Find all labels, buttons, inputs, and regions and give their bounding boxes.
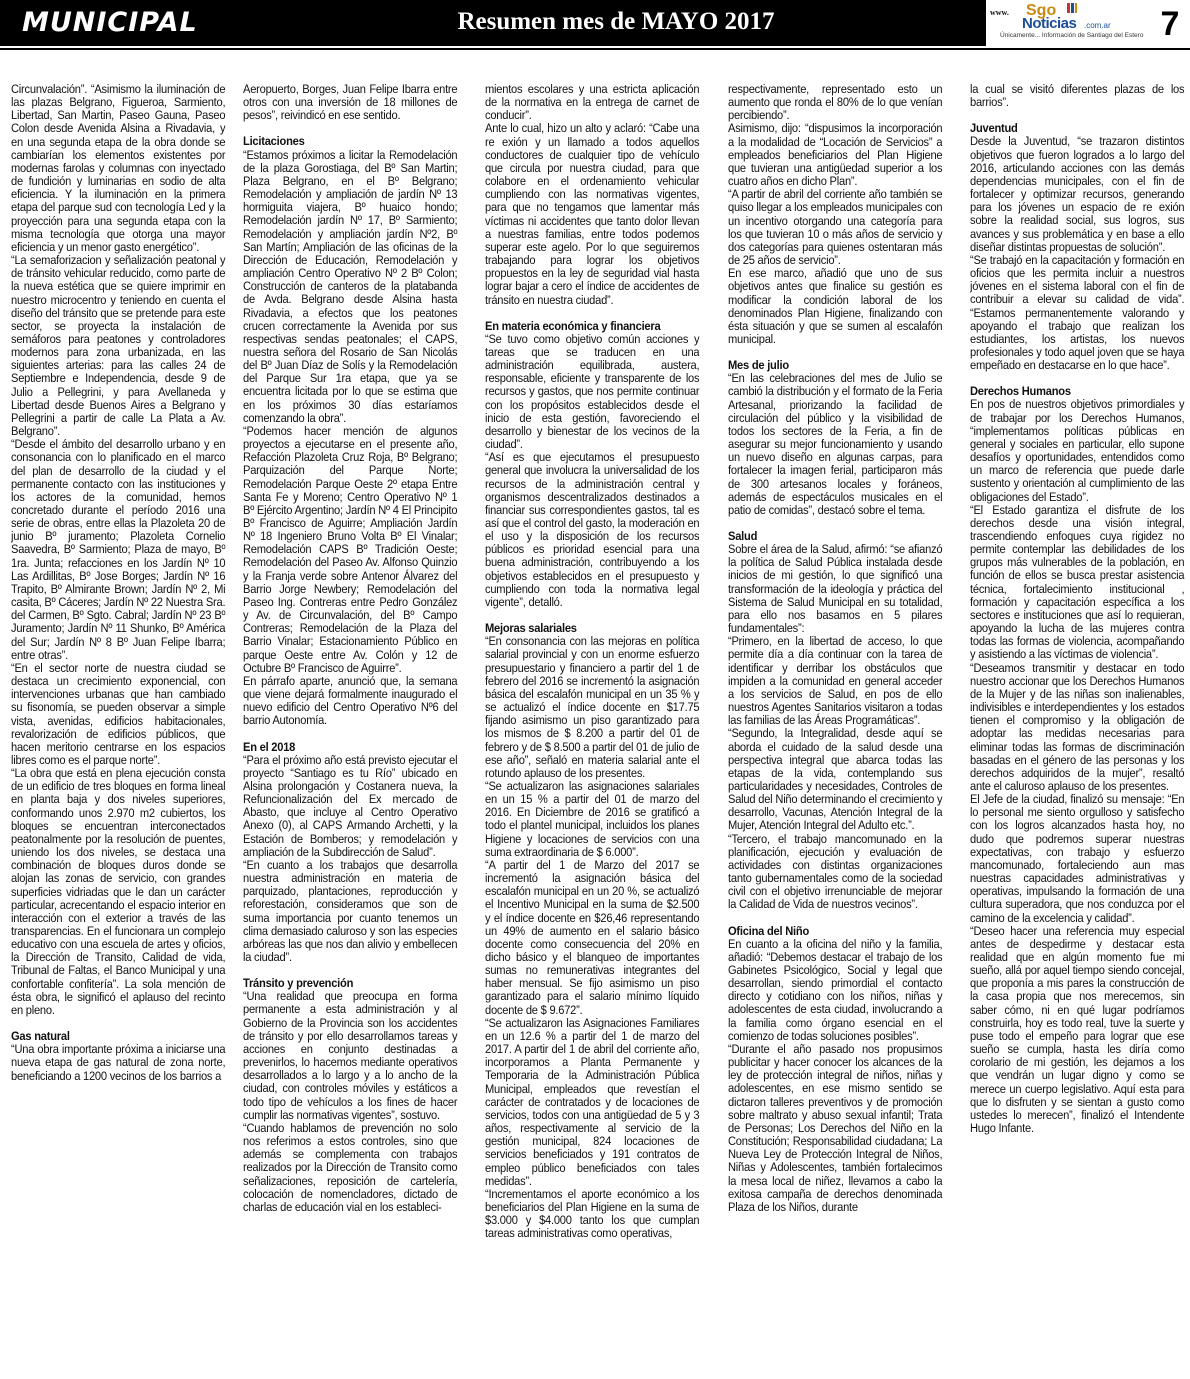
paragraph: “Primero, en la libertad de acceso, lo que permite día a día continuar con la tarea de identificar y derribar los obstáculos que impiden a la comunidad en general acceder a los servicios de Salud, en pos de ello nuestros Agentes Sanitarios visitaron a todas las familias de las Áreas Programáticas”. — [728, 634, 943, 728]
paragraph: “Una realidad que preocupa en forma permanente a esta administración y al Gobierno de la Provincia son los accidentes de tránsito y por ello desarrollamos tareas y acciones en conjunto destinadas a prevenirlos, lo hacemos mediante operativos desarrollados a lo largo y a lo ancho de la ciudad, con controles móviles y estáticos a todo tipo de vehículos a los fines de hacer cumplir las normativas vigentes”, sostuvo. — [243, 989, 458, 1122]
paragraph: “En consonancia con las mejoras en política salarial provincial y con un enorme esfuerzo presupuestario y financiero a partir del 1 de febrero del 2016 se incrementó la asignación básica del escalafón municipal en un 35 % y se actualizó el índice docente en $17.75 fijando asimismo un piso garantizado para los mismos de $ 8.200 a partir del 01 de febrero y de $ 8.500 a partir del 01 de julio de ese año”, señaló en materia salarial ante el rotundo aplauso de los presentes. — [485, 634, 700, 780]
paragraph: “Deseamos transmitir y destacar en todo nuestro accionar que los Derechos Humanos de la Mujer y de las niñas son inalienables, indivisibles e interdependientes y los estados tienen el compromiso y la obligación de adoptar las medidas necesarias para eliminar todas las formas de discriminación basadas en el género de las personas y los derechos adquiridos de la mujer”, resaltó ante el caluroso aplauso de los presentes. — [970, 660, 1185, 793]
paragraph: “Una obra importante próxima a iniciarse una nueva etapa de gas natural de zona norte, beneficiando a 1200 vecinos de los barrios a — [11, 1042, 226, 1083]
paragraph: “Se actualizaron las Asignaciones Familiares en un 12.6 % a partir del 1 de marzo del 2017. A partir del 1 de abril del corriente año, incorporamos a Planta Permanente y Temporaria de la Administración Pública Municipal, empleados que revestían el carácter de contratados y de locaciones de servicios, todos con una antigüedad de 5 y 3 años, respectivamente al servicio de la gestión municipal, 824 locaciones de servicios beneficiados y 191 contratos de empleo público beneficiados con tales medidas”. — [485, 1015, 700, 1188]
paragraph: “A partir de abril del corriente año también se quiso llegar a los empleados municipales con un incentivo otorgando una categoría para los que tuvieran 10 o más años de servicio y dos categorías para quienes ostentaran más de 25 años de servicio”. — [728, 187, 943, 268]
paragraph: Asimismo, dijo: “dispusimos la incorporación a la modalidad de “Locación de Servicios” a empleados beneficiarios del Plan Higiene que tuvieran una antigüedad superior a los cuatro años en dicho Plan”. — [728, 121, 943, 189]
paragraph: “La obra que está en plena ejecución consta de un edificio de tres bloques en forma lineal en planta baja y dos niveles superiores, conformando unos 2.970 m2 cubiertos, los bloques se encuentran interconectados peatonalmente por la resolución de puentes, uniendo los dos niveles, se destaca una combinación de bloques duros donde se alojan las zonas de servicio, con grandes superficies vidriadas que le dan un carácter particular, acrecentando el espacio interior en interacción con el exterior a través de las transparencias. En el funcionara un complejo educativo con una escuela de artes y oficios, la Dirección de Transito, Calidad de vida, Tribunal de Faltas, el Banco Municipal y una confortable confitería”. La sola mención de ésta obra, le significó el aplauso del recinto en pleno. — [11, 766, 226, 1017]
article-column-2 — [243, 83, 457, 1373]
logo-flag-icon — [1066, 2, 1078, 14]
paragraph: respectivamente, representado esto un aumento que ronda el 80% de lo que venían percibiendo”. — [728, 83, 943, 123]
paragraph: “Para el próximo año está previsto ejecutar el proyecto “Santiago es tu Río” ubicado en Alsina prolongación y Costanera nueva, la Refuncionalización del Ex mercado de Abasto, que incluye al Centro Operativo Anexo (0), al CAPS Armando Archetti, y la Estación de Bomberos; y remodelación y ampliación de la Subdirección de Salud”. — [243, 752, 458, 859]
paragraph: “Durante el año pasado nos propusimos publicitar y hacer conocer los alcances de la ley de protección integral de niños, niñas y adolescentes, en ese mismo sentido se dictaron talleres preventivos y de promoción sobre maltrato y abuso sexual infantil; Trata de Personas; Los Derechos del Niño en la Constitución; Responsabilidad ciudadana; La Nueva Ley de Protección Integral de Niños, Niñas y Adolescentes, también fortalecimos la mesa local de niñez, llevamos a cabo la exitosa campaña de derechos denominada Plaza de los Niños, durante — [728, 1041, 943, 1214]
header-rule — [0, 48, 1190, 50]
paragraph: Ante lo cual, hizo un alto y aclaró: “Cabe una re exión y un llamado a todos aquellos conductores de cualquier tipo de vehículo que circula por nuestra ciudad, para que colabore en el ordenamiento vehicular cumpliendo con las normativas vigentes, para que no tengamos que lamentar más víctimas ni accidentes que tanto dolor llevan a nuestras familias, entre todos podemos superar este agelo. Por lo que seguiremos trabajando para lograr los objetivos propuestos en la ley de seguridad vial hasta lograr bajar a cero el índice de accidentes de tránsito en nuestra ciudad”. — [485, 121, 700, 307]
paragraph: “Desde el ámbito del desarrollo urbano y en consonancia con lo planificado en el marco del plan de desarrollo de la ciudad y el permanente contacto con las instituciones y los actores de la comunidad, hemos concretado durante el período 2016 una serie de obras, entre ellas la Plazoleta 20 de junio Bº juramento; Plazoleta Cornelio Saavedra, Bº Sarmiento; Plaza de mayo, Bº 1ra. Junta; refacciones en los Jardín Nº 10 Las Ardillitas, Bº Jose Borges; Jardín Nº 16 Trapito, Bº Almirante Brown; Jardín Nº 2, Mi casita, Bº Cáceres; Jardín Nº 22 Nuestra Sra. del Carmen, Bº Sgto. Cabral; Jardín Nº 23 Bº Juramento; Jardín Nº 11 Shunko, Bº América del Sur; Jardín Nº 8 Bº Juan Felipe Ibarra; entre otras”. — [11, 437, 226, 662]
paragraph: “A partir del 1 de Marzo del 2017 se incrementó la asignación básica del escalafón municipal en un 20 %, se actualizó el Incentivo Municipal en la suma de $2.500 y el índice docente en $26,46 representando un 49% de aumento en el salario básico docente como consecuencia del 20% en dicho básico y el blanqueo de importantes sumas no remunerativas integrantes del haber mensual. Se fijo asimismo un piso garantizado para el salario mínimo líquido docente de $ 9.672”. — [485, 857, 700, 1017]
issue-title: Resumen mes de MAYO 2017 — [246, 0, 986, 46]
page-number: 7 — [1160, 5, 1180, 43]
paragraph: “Incrementamos el aporte económico a los beneficiarios del Plan Higiene en la suma de $3.000 y $4.000 tanto los que cumplan tareas administrativas como operativas, — [485, 1186, 700, 1241]
logo-tagline: Únicamente... Información de Santiago del Estero — [1000, 32, 1144, 39]
section-heading: Mejoras salariales — [485, 621, 577, 636]
publication-logo — [988, 2, 1144, 46]
paragraph: Circunvalación”. “Asimismo la iluminación de las plazas Belgrano, Figueroa, Sarmiento, Libertad, San Martin, Paseo Gauna, Paseo Colon desde Avenida Alsina a Rivadavia, y en una segunda etapa de la obra donde se cambiarían los elementos existentes por modernas farolas y columnas con inyectado de fundición y luminarias en sodio de alta eficiencia. Y la iluminación en la primera etapa del parque sud con tecnología Led y la proyección para una segunda etapa con la misma tecnología que otorga una mayor eficiencia y un menor gasto energético”. — [11, 83, 226, 254]
article-column-1 — [11, 83, 225, 1373]
paragraph: “Deseo hacer una referencia muy especial antes de despedirme y destacar esta realidad que en algún momento fue mi sueño, allá por aquel tiempo siendo concejal, que proponía a mis pares la construcción de la casa propia que nos merecemos, sin saber cómo, ni en qué lugar podríamos construirla, hoy es todo real, tuve la suerte y puse todo el empeño para lograr que ese sueño se cumpla, hasta les diría como corolario de mi gestión, les dejamos a los que vendrán un lugar digno y como se merece un cuerpo legislativo. Aquí esta para que lo disfruten y se sientan a gusto como ustedes lo merecen”, finalizó el Intendente Hugo Infante. — [970, 923, 1185, 1136]
paragraph: “Tercero, el trabajo mancomunado en la planificación, ejecución y evaluación de actividades con distintas organizaciones tanto gubernamentales como de la sociedad civil con el objetivo irrenunciable de mejorar la Calidad de Vida de nuestros vecinos”. — [728, 831, 943, 912]
paragraph: la cual se visitó diferentes plazas de los barrios”. — [970, 83, 1185, 110]
section-heading: Juventud — [970, 121, 1018, 136]
article-body — [11, 83, 1185, 1373]
section-heading: En el 2018 — [243, 739, 296, 754]
paragraph: “En cuanto a los trabajos que desarrolla nuestra administración en materia de parquizado, plantaciones, reproducción y reforestación, consideramos que son de suma importancia por cuanto tenemos un clima demasiado caluroso y son las especies arbóreas las que nos dan alivio y embellecen la ciudad”. — [243, 857, 458, 964]
paragraph: “La semaforizacion y señalización peatonal y de tránsito vehicular reducido, como parte de la nueva estética que se quiere imprimir en nuestro microcentro y teniendo en cuenta el diseño del tránsito que se pretende para este sector, se proyecta la instalación de semáforos para peatones y controladores modernos para zona urbanizada, en las siguientes arterias: para las calles 24 de Septiembre e Independencia, desde 9 de Julio a Pellegrini, y para Avellaneda y Libertad desde Buenos Aires a Belgrano y Pellegrini a partir de calle La Plata a Av. Belgrano”. — [11, 253, 226, 439]
paragraph: “En las celebraciones del mes de Julio se cambió la distribución y el formato de la Feria Artesanal, priorizando la facilidad de circulación del público y la visibilidad de todos los sectores de la Feria, a fin de asegurar su mejor funcionamiento y usando un nuevo diseño en algunas carpas, para fortalecer la imagen ferial, participaron más de 300 artesanos locales y foráneos, además de espectáculos musicales en el patio de comidas”, destacó sobre el tema. — [728, 371, 943, 517]
section-heading: Licitaciones — [243, 134, 305, 149]
section-heading: Oficina del Niño — [728, 923, 810, 938]
logo-url: www. — [990, 8, 1009, 17]
logo-name-top: Sgo — [1026, 2, 1057, 19]
paragraph: El Jefe de la ciudad, finalizó su mensaje: “En lo personal me siento orgulloso y satisfecho con los logros alcanzados hasta hoy, no dudo que podremos superar nuestras expectativas, con trabajo y esfuerzo mancomunado, fortaleciendo aun mas nuestras capacidades administrativas y operativas, impulsando la formación de una cultura superadora, que nos conduzca por el camino de la excelencia y calidad”. — [970, 792, 1185, 925]
section-heading: Gas natural — [11, 1029, 70, 1044]
paragraph: “Se trabajó en la capacitación y formación en oficios que les permita incluir a nuestros jóvenes en el sistema laboral con el fin de contribuir a elevar su calidad de vida”. “Estamos permanentemente valorando y apoyando el trabajo que realizan los estudiantes, los artistas, los nuevos profesionales y todo aquel joven que se haya empeñado en destacarse en lo que hace”. — [970, 252, 1185, 373]
paragraph: En ese marco, añadió que uno de sus objetivos antes que finalice su gestión es modificar la condición laboral de los denominados Plan Higiene, finalizando con ésta situación y que se sumen al escalafón municipal. — [728, 266, 943, 346]
paragraph: Desde la Juventud, “se trazaron distintos objetivos que fueron logrados a lo largo del 2016, articulando acciones con las demás dependencias municipales, con el fin de fortalecer y optimizar recursos, generando para los jóvenes un espacio de re exión sobre la realidad social, sus logros, sus avances y sus problemática y en base a ello diseñar distintas propuestas de solución”. — [970, 134, 1185, 254]
paragraph: En pos de nuestros objetivos primordiales y de trabajar por los Derechos Humanos, “implementamos políticas públicas en general y sociales en particular, ello supone desafíos y oportunidades, entendidos como un marco de referencia que puede darle sustento y orientación al cumplimiento de las obligaciones del Estado”. — [970, 397, 1185, 504]
paragraph: “Se tuvo como objetivo común acciones y tareas que se traducen en una administración equilibrada, austera, responsable, eficiente y transparente de los recursos y gastos, que nos permite continuar con los propósitos establecidos desde el inicio de esta gestión, favoreciendo el desarrollo y bienestar de los vecinos de la ciudad”. — [485, 331, 700, 452]
article-column-4 — [728, 83, 942, 1373]
paragraph: “Segundo, la Integralidad, desde aquí se aborda el cuidado de la salud desde una perspectiva integral que abarca todas las etapas de la vida, contemplando sus particularidades y necesidades, Controles de Salud del Niño determinando el crecimiento y desarrollo, Vacunas, Atención Integral de la Mujer, Atención Integral del Adulto etc.”. — [728, 726, 943, 833]
masthead — [0, 0, 1190, 46]
section-heading: Salud — [728, 529, 758, 543]
section-heading: Tránsito y prevención — [243, 976, 354, 991]
section-heading: En materia económica y financiera — [485, 318, 661, 333]
logo-name-bottom: Noticias — [1022, 15, 1077, 32]
paragraph: mientos escolares y una estricta aplicación de la normativa en la entrega de carnet de conducir”. — [485, 83, 700, 123]
article-column-3 — [485, 83, 699, 1373]
section-label: MUNICIPAL — [0, 0, 246, 46]
paragraph: En párrafo aparte, anunció que, la semana que viene dejará formalmente inaugurado el nuevo edificio del Centro Operativo Nº6 del barrio Autonomía. — [243, 673, 458, 728]
paragraph: “Cuando hablamos de prevención no solo nos referimos a estos controles, sino que además se complementa con trabajos realizados por la Dirección de Transito como señalizaciones, reposición de cartelería, colocación de nomencladores, dictado de charlas de educación vial en los estableci- — [243, 1120, 458, 1214]
paragraph: Aeropuerto, Borges, Juan Felipe Ibarra entre otros con una inversión de 18 millones de pesos”, reivindicó en ese sentido. — [243, 83, 458, 123]
paragraph: “Estamos próximos a licitar la Remodelación de la plaza Gorostiaga, del Bº San Martin; Plaza Belgrano, en el Bº Belgrano; Remodelación y ampliación de jardín Nº 13 hormiguita viajera, Bº huaico hondo; Remodelación jardín Nº 17, Bº Sarmiento; Remodelación y ampliación jardín Nº2, Bº San Martín; Ampliación de las oficinas de la Dirección de Educación, Remodelación y ampliación Centro Operativo Nº 2 Bº Colon; Construcción de canteros de la platabanda de Avda. Belgrano desde Alsina hasta Rivadavia, a efectos que los peatones crucen correctamente la Avenida por sus respectivas sendas peatonales; el CAPS, nuestra señora del Rosario de San Nicolás del Bº Juan Díaz de Solís y la Remodelación del Parque Sur 1ra etapa, que ya se encuentra licitada por lo que se estima que en los próximos 30 días estaríamos comenzando la obra”. — [243, 147, 458, 425]
paragraph: En cuanto a la oficina del niño y la familia, añadió: “Debemos destacar el trabajo de los Gabinetes Psicológico, Social y legal que desarrollan, siendo primordial el contacto directo y cotidiano con los niños, niñas y adolescentes de esta ciudad, involucrando a la familia como órgano esencial en el comienzo de todas soluciones posibles”. — [728, 936, 943, 1043]
logo-domain: .com.ar — [1084, 21, 1111, 30]
paragraph: “El Estado garantiza el disfrute de los derechos desde una visión integral, trascendiendo enfoques cuya rigidez no permite contemplar las debilidades de los grupos más vulnerables de la población, en función de ellos se busca prestar asistencia técnica, fortalecimiento institucional , formación y capacitación específica a los sectores e instituciones que así lo requieran, apoyando la lucha de las mujeres contra todas las formas de violencia, acompañando y asistiendo a las víctimas de violencia”. — [970, 502, 1185, 662]
paragraph: “Podemos hacer mención de algunos proyectos a ejecutarse en el presente año, Refacción Plazoleta Cruz Roja, Bº Belgrano; Parquización del Parque Norte; Remodelación Parque Oeste 2º etapa Entre Santa Fe y Moreno; Centro Operativo Nº 1 Bº Ejército Argentino; Jardín Nº 4 El Principito Bº Francisco de Aguirre; Ampliación Jardín Nº 18 Ingeniero Bruno Volta Bº El Vinalar; Remodelación CAPS Bº Tradición Oeste; Remodelación del Paseo Av. Alfonso Quinzio y la Franja verde sobre Antenor Álvarez del Barrio Jorge Newbery; Remodelación del Paseo Ing. Contreras entre Pedro González y Av. de Circunvalación, del Bº Campo Contreras; Remodelación de la Plaza del Barrio Vinalar; Estacionamiento Público en parque Oeste entre Av. Colón y 12 de Octubre Bº Francisco de Aguirre”. — [243, 423, 458, 675]
paragraph: Sobre el área de la Salud, afirmó: “se afianzó la política de Salud Pública instalada desde inicios de mi gestión, lo que significó una transformación de la ideología y práctica del Sistema de Salud Municipal en su totalidad, para ello nos basamos en 5 pilares fundamentales”: — [728, 542, 943, 636]
section-heading: Mes de julio — [728, 358, 789, 373]
paragraph: “En el sector norte de nuestra ciudad se destaca un crecimiento exponencial, con intervenciones urbanas que han cambiado su fisonomía, se pueden observar a simple vista, avenidas, edificios habitacionales, revalorización de edificios públicos, que hacen meritorio centrarse en los espacios libres como es el parque norte”. — [11, 660, 226, 767]
paragraph: “Se actualizaron las asignaciones salariales en un 15 % a partir del 01 de marzo del 2016. En Diciembre de 2016 se gratificó a todo el plantel municipal, incluidos los planes Higiene y locaciones de servicios con una suma extraordinaria de $ 6.000”. — [485, 778, 700, 859]
section-heading: Derechos Humanos — [970, 384, 1071, 399]
article-column-5 — [970, 83, 1184, 1373]
paragraph: “Así es que ejecutamos el presupuesto general que involucra la universalidad de los recursos de la administración central y organismos descentralizados destinados a financiar sus correspondientes gastos, tal es así que el control del gasto, la moderación en el uso y la disposición de los recursos públicos es prioridad esencial para una buena administración, contribuyendo a los objetivos establecidos en el presupuesto y cumpliendo con toda la normativa legal vigente”, detalló. — [485, 450, 700, 609]
